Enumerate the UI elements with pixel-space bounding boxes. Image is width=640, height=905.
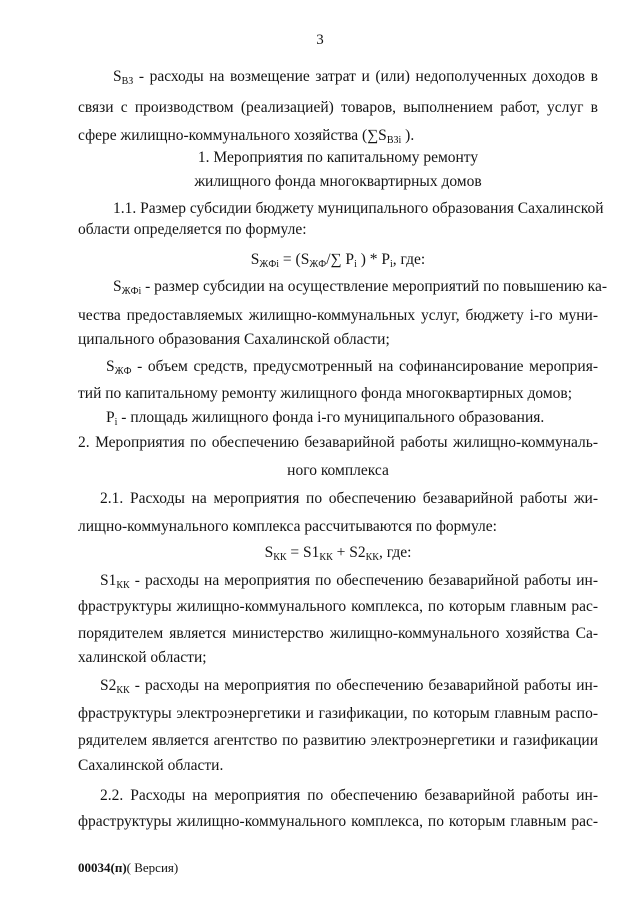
- definition-line: Сахалинской области.: [78, 757, 224, 774]
- definition-line: тий по капитальному ремонту жилищного фонда многоквартирных домов;: [78, 385, 573, 402]
- definition-line: халинской области;: [78, 649, 207, 666]
- definition-line: [106, 408, 598, 428]
- formula-part: ) * P: [356, 251, 391, 268]
- text: сфере жилищно-коммунального хозяйства (∑S: [78, 127, 387, 144]
- symbol: S: [113, 68, 122, 85]
- formula-part: S: [250, 251, 260, 268]
- section-heading: ного комплекса: [287, 462, 389, 479]
- subscript: ВЗi: [386, 135, 402, 146]
- formula: [78, 250, 598, 270]
- formula-subscript: КК: [273, 552, 287, 563]
- document-code: 00034(п): [78, 860, 127, 875]
- paragraph-line: [113, 67, 598, 87]
- definition-line: [113, 277, 607, 297]
- definition-line: [100, 571, 598, 591]
- version-label: ( Версия): [126, 860, 179, 875]
- text: - объем средств, предусмотренный на софинансирование мероприя-: [131, 358, 598, 375]
- text: - расходы на мероприятия по обеспечению безаварийной работы ин-: [129, 572, 598, 589]
- section-heading: жилищного фонда многоквартирных домов: [194, 173, 482, 190]
- section-heading: 1. Мероприятия по капитальному ремонту: [197, 149, 479, 166]
- text: - площадь жилищного фонда i-го муниципального образования.: [117, 409, 545, 426]
- subscript: i: [114, 417, 118, 428]
- formula-subscript: ЖФi: [259, 259, 280, 270]
- formula-subscript: ЖФ: [309, 259, 327, 270]
- formula: [78, 543, 598, 563]
- text: - расходы на мероприятия по обеспечению безаварийной работы ин-: [129, 677, 598, 694]
- text: ).: [401, 127, 415, 144]
- document-footer: [78, 860, 178, 876]
- formula-part: , где:: [378, 544, 412, 561]
- paragraph-line: 2.2. Расходы на мероприятия по обеспечению безаварийной работы ин-: [100, 787, 598, 804]
- text: - расходы на возмещение затрат и (или) недополученных доходов в: [133, 68, 598, 85]
- definition-line: порядителем является министерство жилищно-коммунального хозяйства Са-: [78, 625, 598, 642]
- definition-line: чества предоставляемых жилищно-коммунальных услуг, бюджету i-го муни-: [78, 307, 598, 324]
- definition-line: рядителем является агентство по развитию электроэнергетики и газификации: [78, 732, 598, 749]
- subscript: КК: [116, 685, 130, 696]
- definition-line: [106, 357, 598, 377]
- symbol: P: [106, 409, 115, 426]
- formula-part: , где:: [392, 251, 426, 268]
- formula-subscript: КК: [319, 552, 333, 563]
- paragraph-line: 2.1. Расходы на мероприятия по обеспечению безаварийной работы жи-: [100, 490, 598, 507]
- definition-line: фраструктуры жилищно-коммунального комплекса, по которым главным рас-: [78, 598, 598, 615]
- definition-line: [100, 676, 598, 696]
- page-number: 3: [316, 32, 324, 48]
- text: - размер субсидии на осуществление мероприятий по повышению ка-: [141, 278, 607, 295]
- subscript: ВЗ: [121, 76, 134, 87]
- subscript: КК: [116, 580, 130, 591]
- definition-line: ципального образования Сахалинской области;: [78, 331, 390, 348]
- formula-part: S: [264, 544, 274, 561]
- symbol: S2: [100, 677, 117, 694]
- section-heading: 2. Мероприятия по обеспечению безаварийной работы жилищно-коммуналь-: [78, 434, 598, 451]
- formula-part: = S1: [286, 544, 320, 561]
- formula-subscript: i: [354, 259, 357, 270]
- paragraph-line: [78, 126, 598, 146]
- paragraph-line: 1.1. Размер субсидии бюджету муниципального образования Сахалинской: [113, 200, 604, 217]
- formula-subscript: КК: [365, 552, 379, 563]
- paragraph-line: области определяется по формуле:: [78, 221, 307, 238]
- definition-line: фраструктуры электроэнергетики и газификации, по которым главным распо-: [78, 705, 598, 722]
- formula-part: + S2: [332, 544, 366, 561]
- symbol: S: [113, 278, 122, 295]
- subscript: ЖФ: [114, 366, 132, 377]
- paragraph-line: лищно-коммунального комплекса рассчитываются по формуле:: [78, 518, 497, 535]
- paragraph-line: связи с производством (реализацией) товаров, выполнением работ, услуг в: [78, 99, 598, 116]
- symbol: S1: [100, 572, 117, 589]
- formula-subscript: i: [390, 259, 393, 270]
- subscript: ЖФi: [121, 286, 142, 297]
- formula-part: = (S: [279, 251, 310, 268]
- paragraph-line: фраструктуры жилищно-коммунального комплекса, по которым главным рас-: [78, 813, 598, 830]
- formula-part: /∑ P: [326, 251, 355, 268]
- symbol: S: [106, 358, 115, 375]
